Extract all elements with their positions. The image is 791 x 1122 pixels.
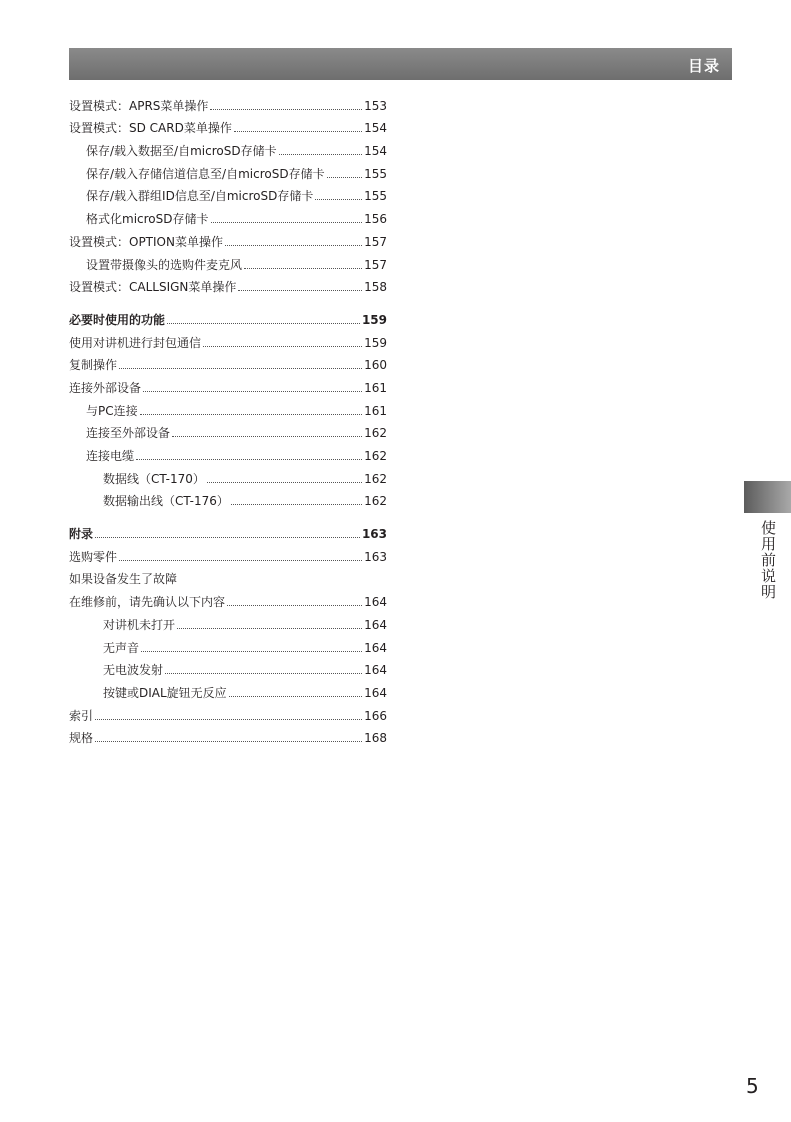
toc-dot-leader: [238, 289, 362, 291]
toc-dot-leader: [165, 672, 362, 674]
toc-entry[interactable]: [69, 181, 387, 204]
toc-entry-title: 连接电缆: [86, 449, 135, 463]
toc-entry-page-number: 156: [364, 212, 387, 227]
toc-dot-leader: [244, 267, 362, 269]
toc-entry-page-number: 154: [364, 121, 387, 136]
toc-entry[interactable]: [69, 226, 387, 249]
toc-dot-leader: [231, 503, 362, 505]
toc-dot-leader: [327, 176, 363, 178]
toc-entry[interactable]: [69, 158, 387, 181]
toc-entry-page-number: 153: [364, 98, 387, 113]
toc-entry-page-number: 164: [364, 617, 387, 632]
toc-dot-leader: [229, 695, 362, 697]
toc-entry-title: 复制操作: [69, 358, 118, 373]
toc-dot-leader: [203, 345, 362, 347]
toc-entry-page-number: 159: [361, 312, 387, 327]
toc-dot-leader: [279, 153, 363, 155]
toc-entry-title: 在维修前，请先确认以下内容: [69, 595, 226, 610]
toc-entry-page-number: 164: [364, 685, 387, 700]
toc-entry-title: 连接至外部设备: [86, 426, 171, 441]
toc-dot-leader: [172, 435, 362, 437]
table-of-contents: [69, 90, 387, 745]
toc-dot-leader: [211, 221, 363, 223]
toc-dot-leader: [315, 198, 362, 200]
toc-entry[interactable]: [69, 304, 387, 327]
toc-entry-page-number: 164: [364, 595, 387, 610]
toc-dot-leader: [143, 390, 362, 392]
toc-entry-title: 保存/载入数据至/自microSD存储卡: [86, 144, 277, 159]
toc-entry-page-number: 159: [364, 335, 387, 350]
toc-entry[interactable]: [69, 440, 387, 463]
toc-entry-page-number: 155: [364, 166, 387, 181]
toc-entry-title: 设置模式：CALLSIGN菜单操作: [69, 280, 237, 295]
toc-entry-page-number: 166: [364, 708, 387, 723]
toc-dot-leader: [119, 559, 362, 561]
toc-entry-page-number: 162: [364, 426, 387, 441]
toc-entry-page-number: 162: [364, 471, 387, 486]
toc-entry-page-number: 154: [364, 144, 387, 159]
toc-entry[interactable]: [69, 463, 387, 486]
toc-entry-title: 附录: [69, 527, 94, 542]
toc-entry-title: 无电波发射: [103, 663, 164, 678]
toc-entry-page-number: 155: [364, 189, 387, 204]
toc-entry-page-number: 157: [364, 234, 387, 249]
toc-entry-page-number: 168: [364, 731, 387, 746]
toc-entry-page-number: 160: [364, 358, 387, 373]
toc-entry[interactable]: [69, 586, 387, 609]
toc-dot-leader: [210, 108, 362, 110]
toc-entry-title: 设置模式：SD CARD菜单操作: [69, 121, 232, 136]
toc-entry[interactable]: [69, 372, 387, 395]
toc-dot-leader: [141, 650, 362, 652]
toc-entry[interactable]: [69, 418, 387, 441]
toc-dot-leader: [95, 718, 362, 720]
toc-entry-page-number: 157: [364, 257, 387, 272]
toc-entry[interactable]: [69, 632, 387, 655]
toc-entry-page-number: 158: [364, 280, 387, 295]
toc-entry-page-number: 161: [364, 403, 387, 418]
toc-dot-leader: [95, 740, 362, 742]
toc-entry[interactable]: [69, 90, 387, 113]
toc-dot-leader: [177, 627, 362, 629]
toc-entry-page-number: 164: [364, 663, 387, 678]
section-tab-marker: [744, 481, 791, 513]
toc-entry-title: 必要时使用的功能: [69, 312, 166, 327]
toc-dot-leader: [225, 244, 362, 246]
toc-entry[interactable]: [69, 518, 387, 541]
toc-entry[interactable]: [69, 327, 387, 350]
toc-dot-leader: [95, 536, 360, 538]
toc-entry-title: 设置带摄像头的选购件麦克风: [86, 257, 243, 272]
toc-dot-leader: [167, 322, 360, 324]
toc-entry-title: 索引: [69, 708, 94, 723]
toc-entry-title: 对讲机未打开: [103, 617, 176, 632]
toc-entry-title: 设置模式：APRS菜单操作: [69, 98, 209, 113]
toc-entry[interactable]: [69, 350, 387, 373]
header-bar: [69, 48, 732, 80]
toc-entry-page-number: 162: [364, 449, 387, 463]
toc-entry[interactable]: [69, 655, 387, 678]
toc-entry[interactable]: [69, 203, 387, 226]
toc-dot-leader: [119, 367, 362, 369]
toc-dot-leader: [227, 604, 362, 606]
toc-entry-title: 数据输出线（CT-176）: [103, 494, 229, 509]
toc-section-gap: [69, 294, 387, 304]
toc-entry-title: 选购零件: [69, 549, 118, 564]
toc-section-gap: [69, 508, 387, 518]
toc-entry[interactable]: [69, 272, 387, 295]
toc-entry[interactable]: [69, 486, 387, 509]
toc-entry[interactable]: [69, 249, 387, 272]
toc-entry[interactable]: [69, 135, 387, 158]
toc-entry-title: 保存/载入存储信道信息至/自microSD存储卡: [86, 166, 325, 181]
toc-dot-leader: [234, 130, 362, 132]
toc-dot-leader: [207, 481, 362, 483]
toc-entry-title: 格式化microSD存储卡: [86, 212, 209, 227]
section-tab-label: 使用前说明: [759, 520, 777, 600]
toc-dot-leader: [136, 458, 362, 460]
toc-entry[interactable]: [69, 564, 387, 587]
toc-entry-title: 使用对讲机进行封包通信: [69, 335, 202, 350]
toc-entry[interactable]: [69, 113, 387, 136]
toc-entry-title: 设置模式：OPTION菜单操作: [69, 234, 223, 249]
toc-entry-page-number: 162: [364, 494, 387, 509]
toc-entry[interactable]: [69, 609, 387, 632]
toc-dot-leader: [140, 413, 362, 415]
toc-entry-title: 规格: [69, 731, 94, 746]
toc-entry-title: 如果设备发生了故障: [69, 572, 178, 587]
toc-entry-page-number: 163: [364, 549, 387, 564]
toc-entry-title: 无声音: [103, 640, 140, 655]
toc-entry[interactable]: [69, 395, 387, 418]
toc-entry-title: 数据线（CT-170）: [103, 471, 205, 486]
toc-entry-page-number: 164: [364, 640, 387, 655]
page-title: 目录: [687, 57, 720, 75]
toc-entry[interactable]: [69, 541, 387, 564]
toc-entry[interactable]: [69, 700, 387, 723]
toc-entry-title: 按键或DIAL旋钮无反应: [103, 685, 227, 700]
page-number: 5: [746, 1074, 759, 1098]
toc-entry-page-number: 163: [361, 527, 387, 542]
toc-entry-title: 与PC连接: [86, 403, 138, 418]
toc-entry-page-number: 161: [364, 380, 387, 395]
toc-entry-title: 连接外部设备: [69, 380, 142, 395]
toc-entry[interactable]: [69, 723, 387, 746]
toc-entry[interactable]: [69, 677, 387, 700]
toc-entry-title: 保存/载入群组ID信息至/自microSD存储卡: [86, 189, 314, 204]
